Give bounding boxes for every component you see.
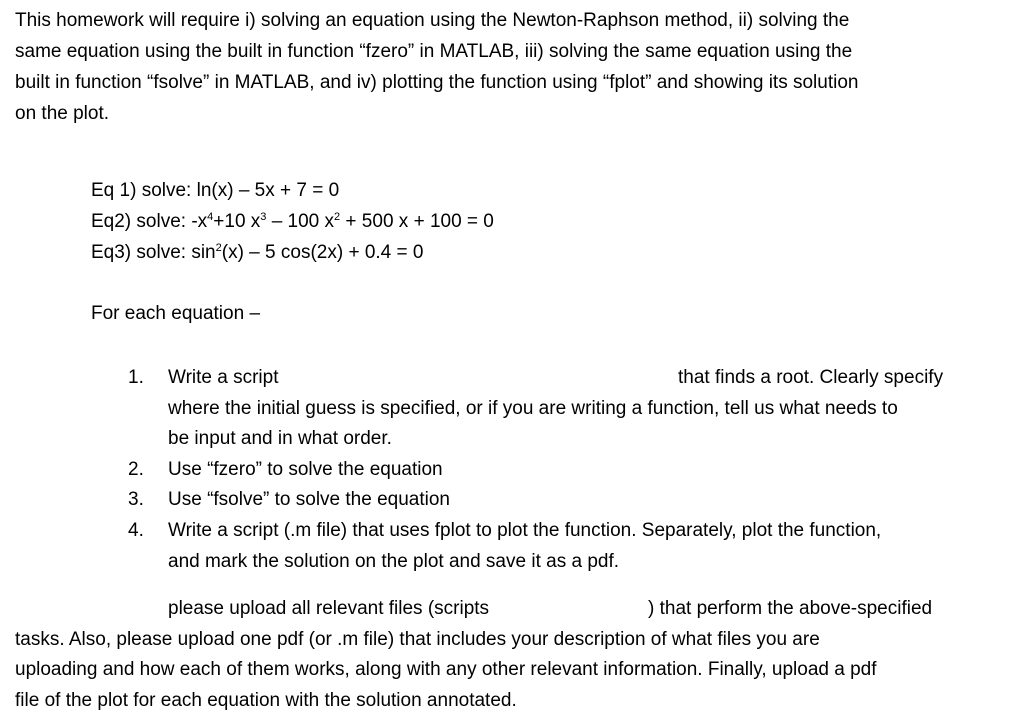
- intro-line-3: built in function “fsolve” in MATLAB, and iv) plotting the function using “fplot” and showing its solution: [15, 72, 859, 93]
- task-2-text: Use “fzero” to solve the equation: [168, 459, 443, 480]
- task-1-text-d: be input and in what order.: [168, 428, 392, 449]
- task-1-text-a: Write a script: [168, 367, 279, 388]
- task-3-number: 3.: [128, 489, 144, 510]
- for-each-heading: For each equation –: [91, 303, 261, 324]
- task-4-text-a: Write a script (.m file) that uses fplot to plot the function. Separately, plot the function,: [168, 520, 882, 541]
- equation-3: [91, 242, 423, 264]
- closing-line-1b: ) that perform the above-specified: [648, 598, 933, 619]
- task-2-number: 2.: [128, 459, 144, 480]
- intro-line-2: same equation using the built in function “fzero” in MATLAB, iii) solving the same equation using the: [15, 41, 853, 62]
- task-4-number: 4.: [128, 520, 144, 541]
- equation-2-label: Eq2) solve:: [91, 211, 187, 232]
- closing-line-1a: please upload all relevant files (scripts: [168, 598, 490, 619]
- task-3-text: Use “fsolve” to solve the equation: [168, 489, 450, 510]
- intro-line-1: This homework will require i) solving an equation using the Newton-Raphson method, ii) solving the: [15, 10, 850, 31]
- equation-2-expression: $-x^4+10$ $x^3 - 100$ $x^2 + 500$ x + 100 = 0: [191, 211, 494, 232]
- intro-line-4: on the plot.: [15, 103, 110, 124]
- closing-line-4: file of the plot for each equation with the solution annotated.: [15, 690, 517, 711]
- equation-3-label: Eq3) solve:: [91, 242, 187, 263]
- equation-1-expression: ln(x) – 5x + 7 = 0: [196, 180, 340, 201]
- equation-1: [91, 180, 339, 202]
- task-1-number: 1.: [128, 367, 144, 388]
- closing-line-2: tasks. Also, please upload one pdf (or .m file) that includes your description of what files you are: [15, 629, 820, 650]
- task-1-text-b: that finds a root. Clearly specify: [678, 367, 944, 388]
- equation-2: [91, 211, 494, 233]
- task-4-text-b: and mark the solution on the plot and save it as a pdf.: [168, 551, 620, 572]
- task-1-text-c: where the initial guess is specified, or if you are writing a function, tell us what needs to: [168, 398, 898, 419]
- equation-1-label: Eq 1) solve:: [91, 180, 192, 201]
- closing-line-3: uploading and how each of them works, along with any other relevant information. Finally, upload a pdf: [15, 659, 877, 680]
- equation-3-expression: $\sin^2(x) - 5$ cos(2x) + 0.4 = 0: [191, 242, 424, 263]
